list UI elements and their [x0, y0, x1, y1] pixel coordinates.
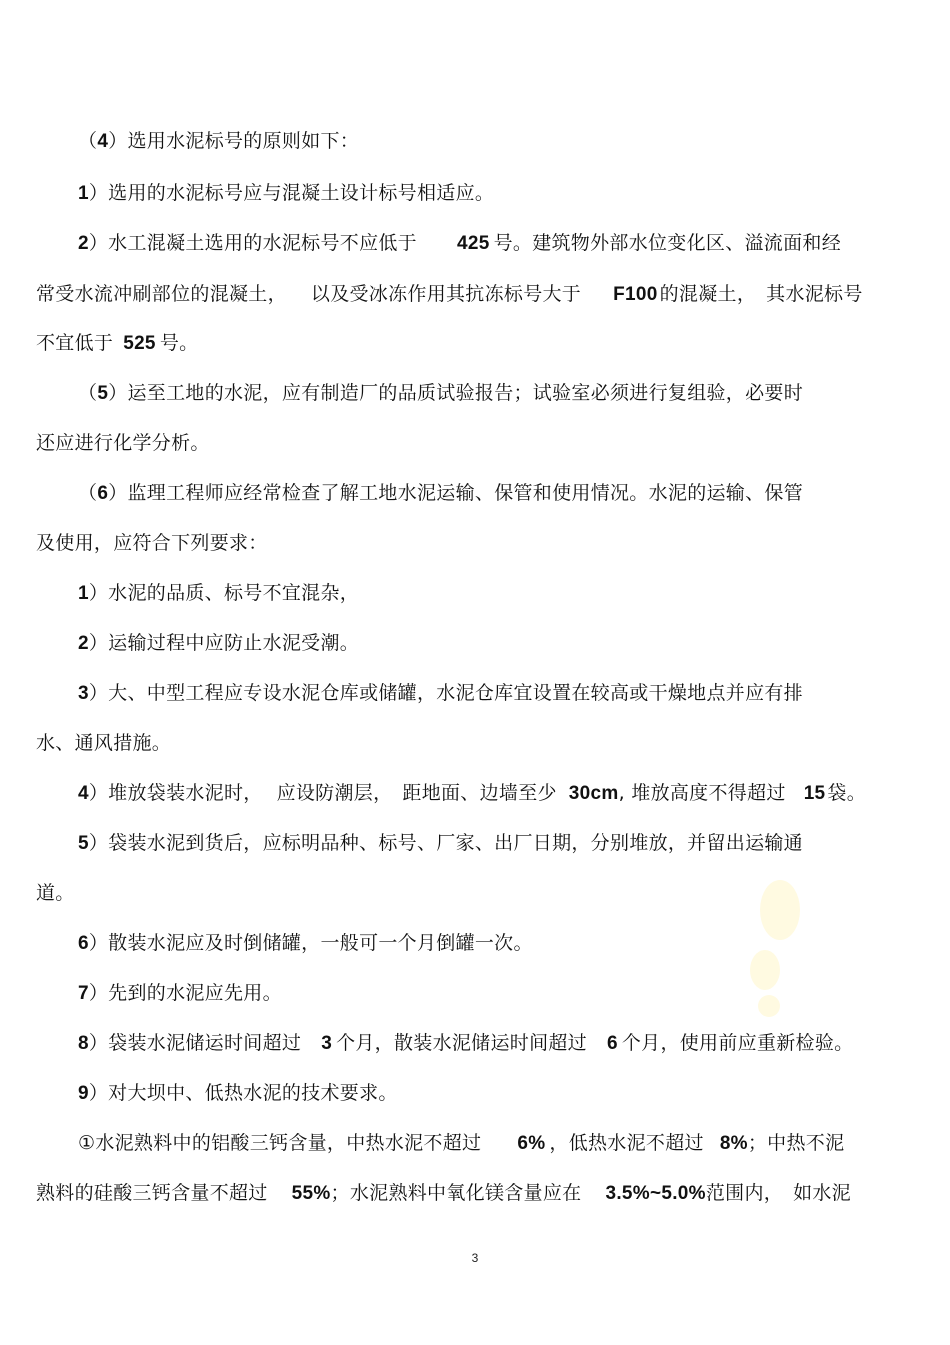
text-line: 1）水泥的品质、标号不宜混杂，	[78, 582, 360, 604]
text-line: 水、通风措施。	[36, 732, 172, 754]
text-line: 熟料的硅酸三钙含量不超过 55%；水泥熟料中氧化镁含量应在 3.5%~5.0%范围内， 如水泥	[36, 1182, 851, 1204]
text-line: 2）水工混凝土选用的水泥标号不应低于 425 号。建筑物外部水位变化区、溢流面和经	[78, 232, 841, 254]
text-line: 2）运输过程中应防止水泥受潮。	[78, 632, 360, 654]
scan-blotch	[758, 995, 780, 1017]
text-line: （6）监理工程师应经常检查了解工地水泥运输、保管和使用情况。水泥的运输、保管	[78, 482, 803, 504]
text-line: （5）运至工地的水泥，应有制造厂的品质试验报告；试验室必须进行复组验，必要时	[78, 382, 803, 404]
text-line: 不宜低于 525 号。	[36, 332, 199, 354]
text-line: 常受水流冲刷部位的混凝土， 以及受冰冻作用其抗冻标号大于 F100 的混凝土， 其水泥标号	[36, 283, 863, 305]
text-line: 5）袋装水泥到货后，应标明品种、标号、厂家、出厂日期，分别堆放，并留出运输通	[78, 832, 803, 854]
text-line: 4）堆放袋装水泥时， 应设防潮层， 距地面、边墙至少 30cm, 堆放高度不得超过 15 袋。	[78, 782, 867, 804]
scan-blotch	[760, 880, 800, 940]
text-line: 还应进行化学分析。	[36, 432, 210, 454]
text-line: （4）选用水泥标号的原则如下：	[78, 130, 360, 152]
text-line: 6）散装水泥应及时倒储罐，一般可一个月倒罐一次。	[78, 932, 533, 954]
scan-blotch	[750, 950, 780, 990]
page-number: 3	[471, 1251, 479, 1265]
text-line: 1）选用的水泥标号应与混凝土设计标号相适应。	[78, 182, 495, 204]
text-line: 3）大、中型工程应专设水泥仓库或储罐，水泥仓库宜设置在较高或干燥地点并应有排	[78, 682, 803, 704]
text-line: 及使用，应符合下列要求：	[36, 532, 268, 554]
text-line: 7）先到的水泥应先用。	[78, 982, 282, 1004]
text-line: 道。	[36, 882, 75, 904]
text-line: 9）对大坝中、低热水泥的技术要求。	[78, 1082, 398, 1104]
text-line: 8）袋装水泥储运时间超过 3 个月，散装水泥储运时间超过 6 个月，使用前应重新检验。	[78, 1032, 854, 1054]
text-line: ①水泥熟料中的铝酸三钙含量，中热水泥不超过 6% ，低热水泥不超过 8%；中热不泥	[78, 1132, 845, 1154]
